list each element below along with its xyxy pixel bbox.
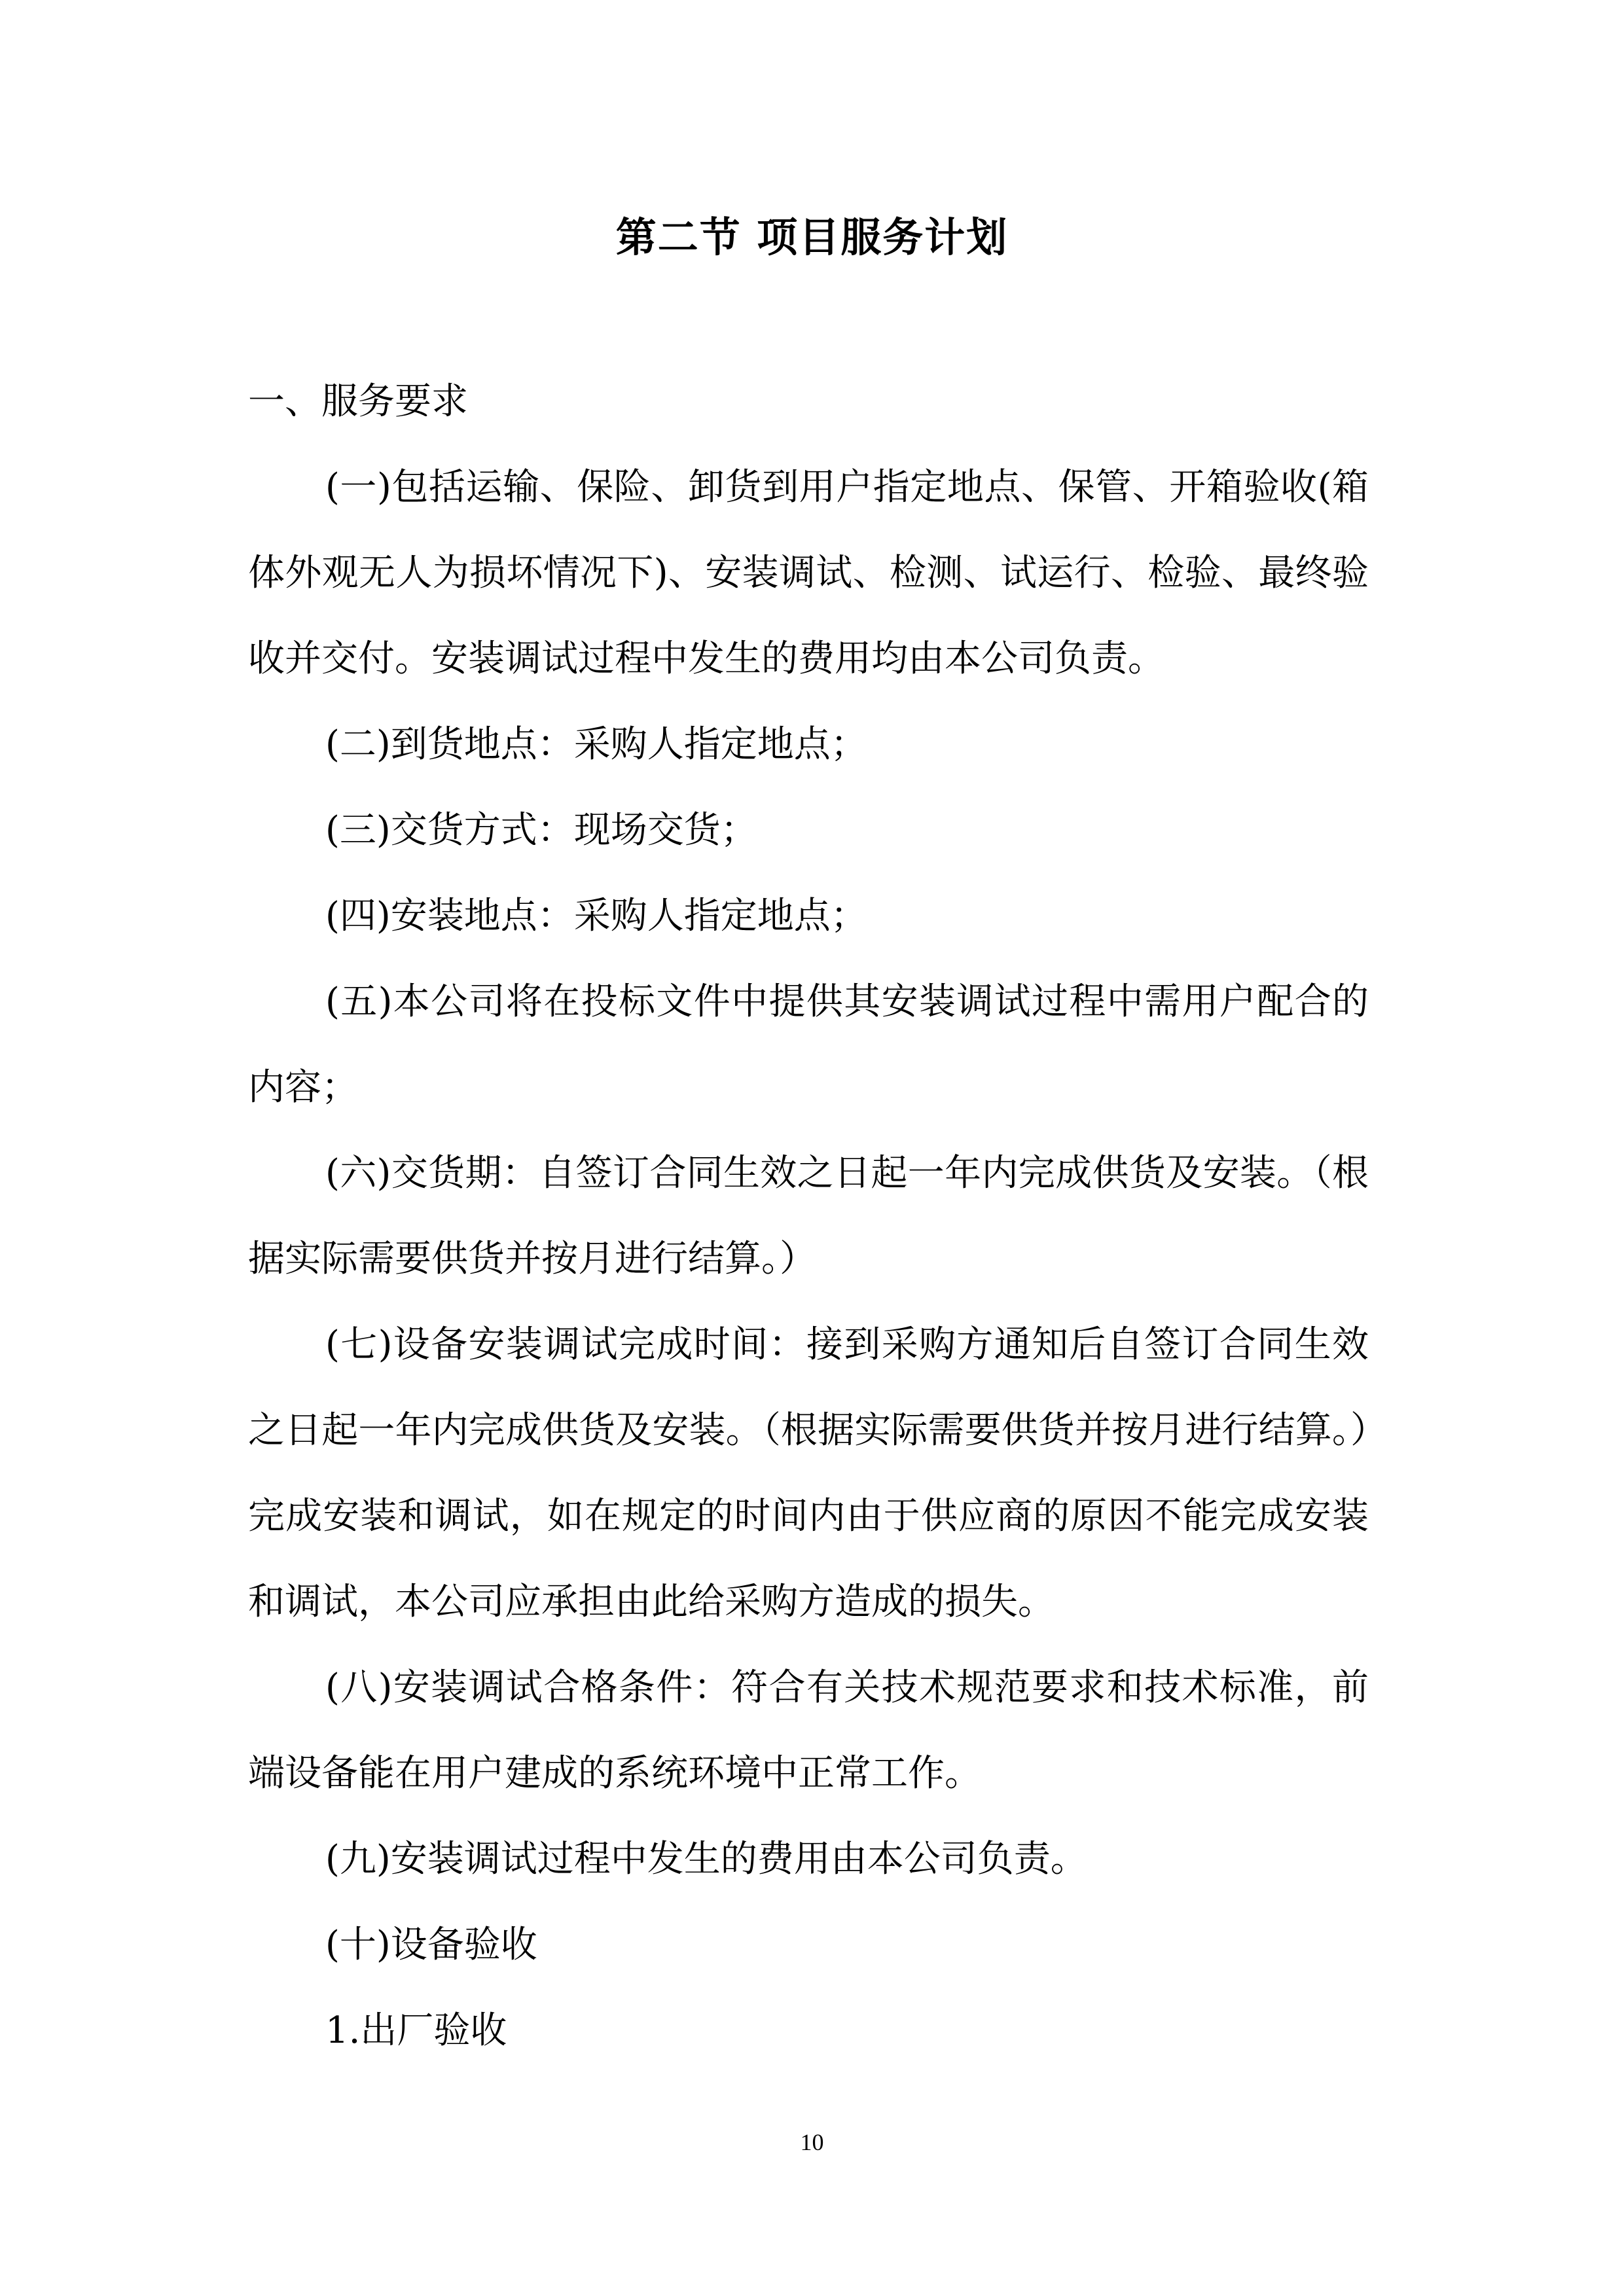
paragraph-user-cooperation: (五)本公司将在投标文件中提供其安装调试过程中需用户配合的内容； [248,980,1369,1109]
paragraph-delivery-period: (六)交货期：自签订合同生效之日起一年内完成供货及安装。（根据实际需要供货并按月进行结算。） [248,1152,1369,1280]
paragraph-scope: (一)包括运输、保险、卸货到用户指定地点、保管、开箱验收(箱体外观无人为损坏情况下)、安装调试、检测、试运行、检验、最终验收并交付。安装调试过程中发生的费用均由本公司负责。 [248,466,1369,680]
paragraph-acceptance-conditions: (八)安装调试合格条件：符合有关技术规范要求和技术标准，前端设备能在用户建成的系统环境中正常工作。 [248,1666,1369,1795]
section-title: 第二节 项目服务计划 [615,213,1009,261]
paragraph-equipment-acceptance: (十)设备验收 [325,1924,537,1966]
document-body [248,359,1369,2073]
paragraph-delivery-location: (二)到货地点：采购人指定地点； [325,723,867,766]
heading-service-requirements: 一、服务要求 [248,380,468,423]
paragraph-completion-time: (七)设备安装调试完成时间：接到采购方通知后自签订合同生效之日起一年内完成供货及安装。（根据实际需要供货并按月进行结算。）完成安装和调试，如在规定的时间内由于供应商的原因不能完成安装和调试，本公司应承担由此给采购方造成的损失。 [248,1323,1369,1623]
paragraph-factory-acceptance: 1.出厂验收 [325,2009,507,2052]
paragraph-installation-costs: (九)安装调试过程中发生的费用由本公司负责。 [325,1838,1087,1880]
paragraph-delivery-method: (三)交货方式：现场交货； [325,809,757,852]
paragraph-installation-location: (四)安装地点：采购人指定地点； [325,895,867,937]
page-number: 10 [800,2129,824,2155]
